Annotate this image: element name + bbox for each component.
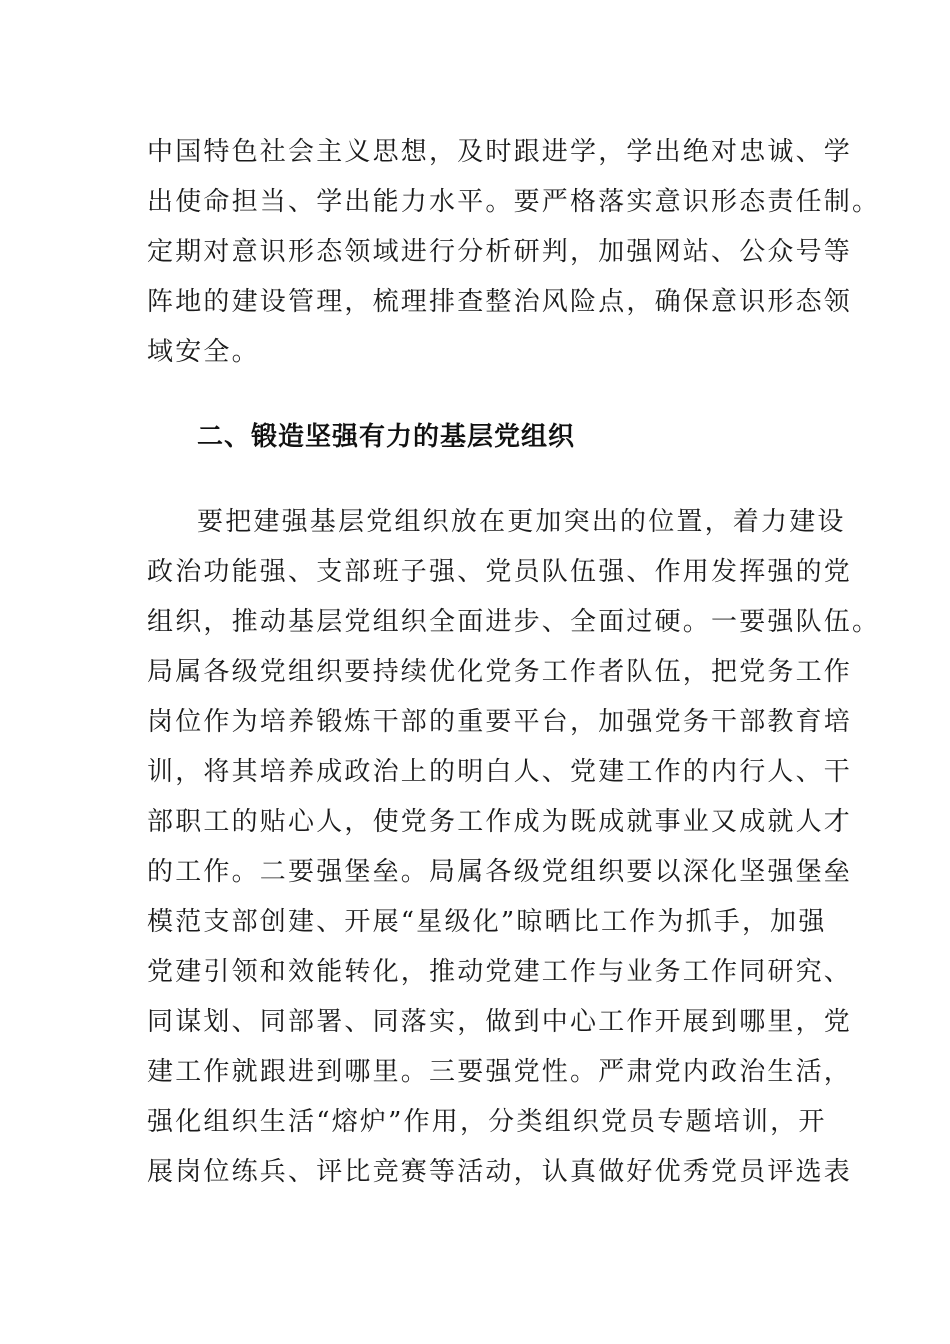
paragraph-line: 要把建强基层党组织放在更加突出的位置，着力建设 bbox=[197, 507, 846, 537]
paragraph-line: 中国特色社会主义思想，及时跟进学，学出绝对忠诚、学 bbox=[147, 137, 853, 167]
paragraph-line: 岗位作为培养锻炼干部的重要平台，加强党务干部教育培 bbox=[147, 707, 853, 737]
paragraph-line: 展岗位练兵、评比竞赛等活动，认真做好优秀党员评选表 bbox=[147, 1157, 853, 1187]
paragraph-line: 组织，推动基层党组织全面进步、全面过硬。一要强队伍。 bbox=[147, 607, 881, 637]
paragraph-line: 同谋划、同部署、同落实，做到中心工作开展到哪里，党 bbox=[147, 1007, 853, 1037]
paragraph-line: 政治功能强、支部班子强、党员队伍强、作用发挥强的党 bbox=[147, 557, 853, 587]
paragraph-line: 模范支部创建、开展“星级化”晾晒比工作为抓手，加强 bbox=[147, 907, 827, 937]
section-heading: 二、锻造坚强有力的基层党组织 bbox=[197, 422, 576, 452]
paragraph-line: 局属各级党组织要持续优化党务工作者队伍，把党务工作 bbox=[147, 657, 853, 687]
paragraph-line: 阵地的建设管理，梳理排查整治风险点，确保意识形态领 bbox=[147, 287, 853, 317]
paragraph-line: 党建引领和效能转化，推动党建工作与业务工作同研究、 bbox=[147, 957, 853, 987]
paragraph-line: 训，将其培养成政治上的明白人、党建工作的内行人、干 bbox=[147, 757, 853, 787]
paragraph-line: 定期对意识形态领域进行分析研判，加强网站、公众号等 bbox=[147, 237, 853, 267]
paragraph-line: 出使命担当、学出能力水平。要严格落实意识形态责任制。 bbox=[147, 187, 881, 217]
paragraph-line: 域安全。 bbox=[147, 337, 260, 367]
paragraph-line: 部职工的贴心人，使党务工作成为既成就事业又成就人才 bbox=[147, 807, 853, 837]
paragraph-line: 建工作就跟进到哪里。三要强党性。严肃党内政治生活， bbox=[147, 1057, 853, 1087]
paragraph-line: 的工作。二要强堡垒。局属各级党组织要以深化坚强堡垒 bbox=[147, 857, 853, 887]
paragraph-line: 强化组织生活“熔炉”作用，分类组织党员专题培训，开 bbox=[147, 1107, 827, 1137]
